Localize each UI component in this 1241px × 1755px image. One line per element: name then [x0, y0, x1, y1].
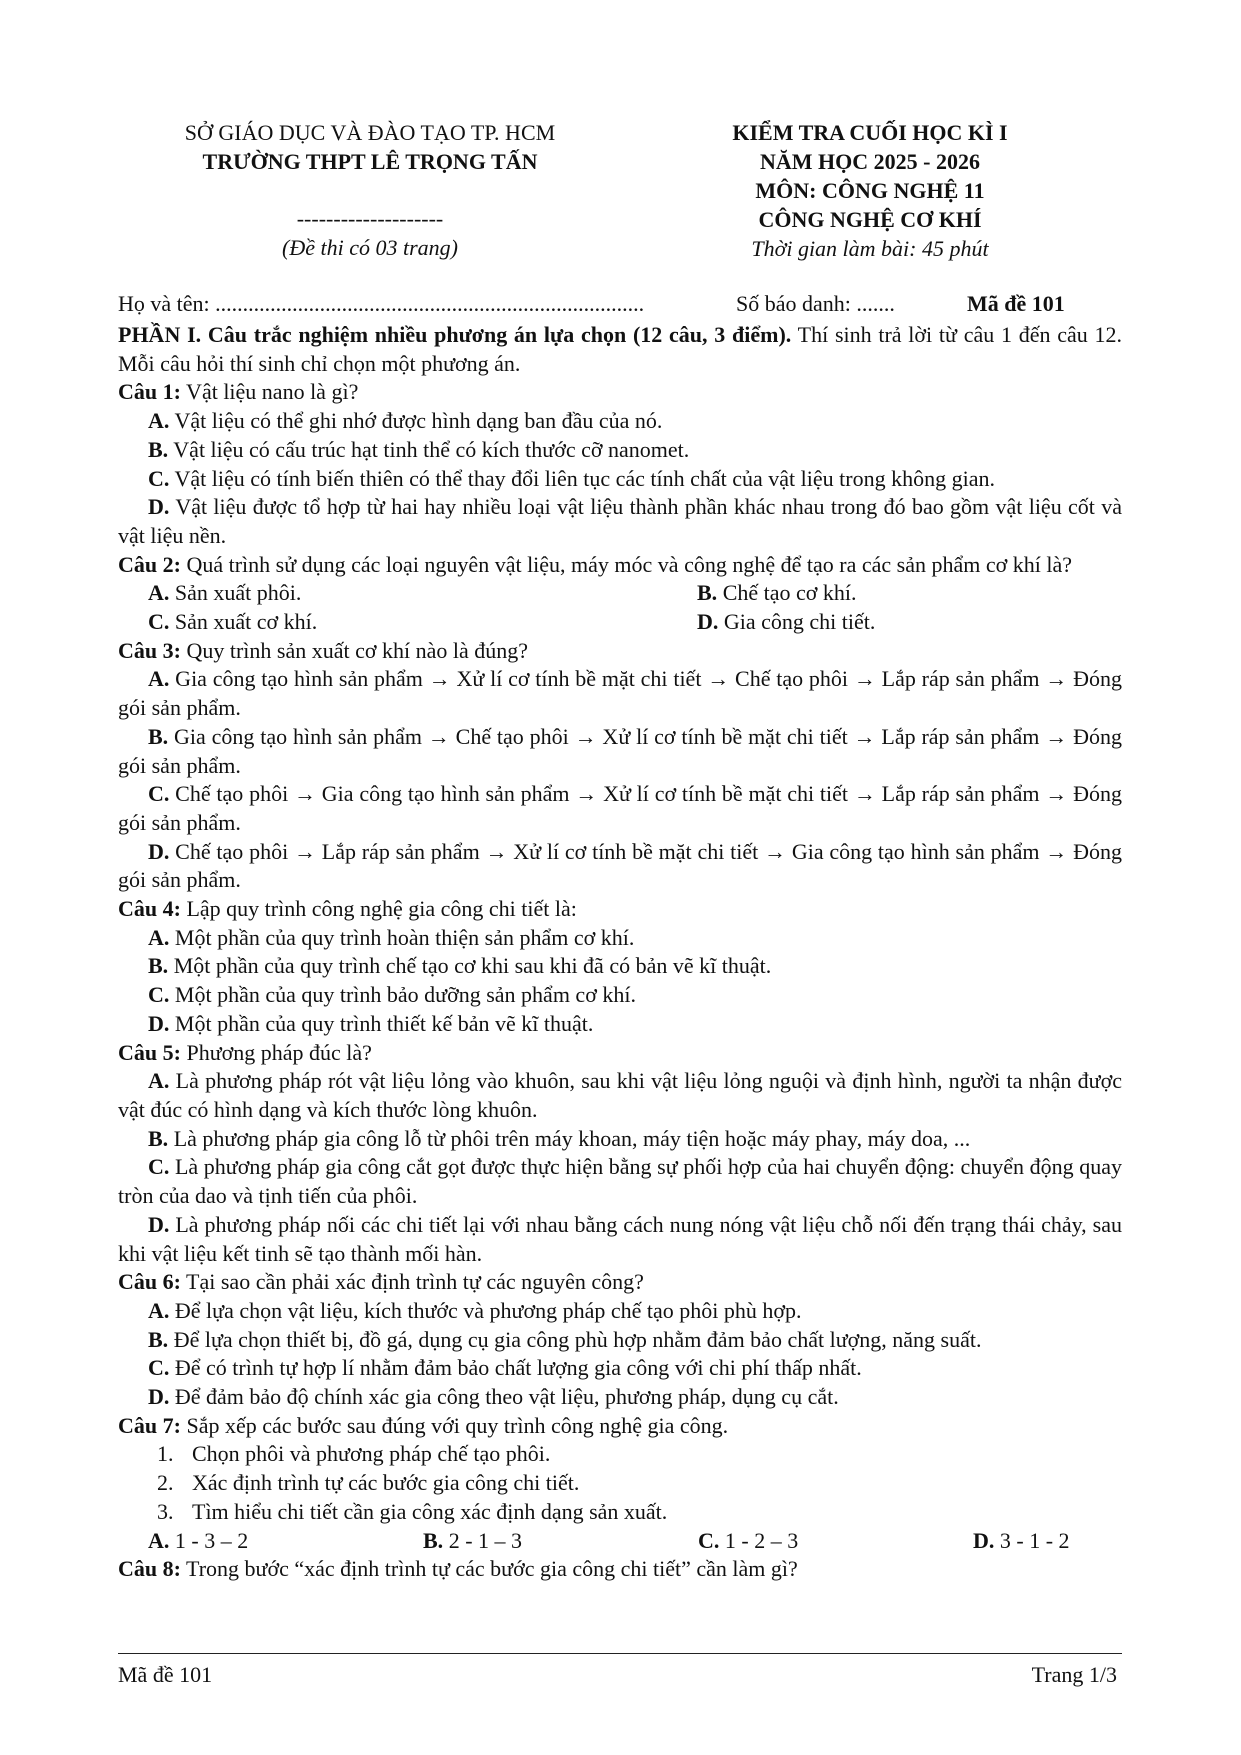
- option-text: Chế tạo phôi → Lắp ráp sản phẩm → Xử lí cơ tính bề mặt chi tiết → Gia công tạo hình sản phẩm → Đóng gói sản phẩm.: [118, 838, 1122, 893]
- part-title: PHẦN I. Câu trắc nghiệm nhiều phương án lựa chọn (12 câu, 3 điểm).: [118, 322, 792, 347]
- option-key: D.: [148, 1010, 170, 1036]
- option-text: 3 - 1 - 2: [994, 1527, 1070, 1553]
- track: CÔNG NGHỆ CƠ KHÍ: [758, 207, 982, 232]
- question-label: Câu 8:: [118, 1556, 181, 1582]
- subject: MÔN: CÔNG NGHỆ 11: [755, 178, 985, 203]
- option-7b[interactable]: [423, 1527, 698, 1556]
- step-number: 3.: [157, 1498, 174, 1524]
- option-text: Vật liệu có tính biến thiên có thể thay đổi liên tục các tính chất của vật liệu trong không gian.: [169, 465, 995, 491]
- option-key: C.: [148, 609, 170, 635]
- header-right: [660, 118, 1080, 263]
- option-text: Để có trình tự hợp lí nhằm đảm bảo chất lượng gia công với chi phí thấp nhất.: [169, 1355, 862, 1381]
- option-key: A.: [148, 924, 170, 950]
- option-4c[interactable]: [118, 981, 1122, 1010]
- option-6a[interactable]: [118, 1297, 1122, 1326]
- footer-exam-code: Mã đề 101: [118, 1662, 213, 1687]
- option-key: C.: [698, 1527, 720, 1553]
- option-3b[interactable]: [118, 723, 1122, 780]
- student-info-row: [118, 290, 1118, 318]
- department-name: SỞ GIÁO DỤC VÀ ĐÀO TẠO TP. HCM: [184, 120, 556, 145]
- option-key: D.: [148, 838, 170, 864]
- exam-code: Mã đề 101: [967, 291, 1065, 316]
- option-key: A.: [148, 1297, 170, 1323]
- option-key: C.: [148, 781, 170, 807]
- option-text: Vật liệu được tổ hợp từ hai hay nhiều loại vật liệu thành phần khác nhau trong đó bao gồm vật liệu cốt và vật liệu nền.: [118, 494, 1122, 548]
- option-text: 1 - 3 – 2: [169, 1527, 249, 1553]
- option-key: A.: [148, 1527, 170, 1553]
- option-4a[interactable]: [118, 924, 1122, 953]
- option-1a[interactable]: [118, 407, 1122, 436]
- step-number: 1.: [157, 1441, 174, 1467]
- question-4: [118, 895, 1122, 924]
- option-6d[interactable]: [118, 1383, 1122, 1412]
- option-text: Một phần của quy trình hoàn thiện sản phẩm cơ khí.: [169, 924, 635, 950]
- question-text: Tại sao cần phải xác định trình tự các nguyên công?: [180, 1269, 644, 1295]
- question-text: Sắp xếp các bước sau đúng với quy trình công nghệ gia công.: [180, 1412, 729, 1438]
- option-6c[interactable]: [118, 1354, 1122, 1383]
- option-key: C.: [148, 982, 170, 1008]
- option-key: D.: [148, 494, 170, 520]
- option-text: 2 - 1 – 3: [443, 1527, 523, 1553]
- option-text: Là phương pháp rót vật liệu lỏng vào khuôn, sau khi vật liệu lỏng nguội và định hình, người ta nhận được vật đúc có hình dạng và kích thước lòng khuôn.: [118, 1068, 1122, 1122]
- option-text: 1 - 2 – 3: [719, 1527, 799, 1553]
- option-1c[interactable]: [118, 465, 1122, 494]
- option-5c[interactable]: [118, 1153, 1122, 1210]
- question-label: Câu 4:: [118, 896, 181, 922]
- options-7-row: [118, 1527, 1122, 1556]
- option-1d[interactable]: [118, 493, 1122, 550]
- footer-divider: [118, 1653, 1122, 1654]
- option-key: D.: [148, 1211, 170, 1237]
- question-text: Phương pháp đúc là?: [180, 1039, 372, 1065]
- option-key: C.: [148, 1355, 170, 1381]
- question-text: Lập quy trình công nghệ gia công chi tiết là:: [180, 896, 577, 922]
- option-text: Để lựa chọn thiết bị, đồ gá, dụng cụ gia công phù hợp nhằm đảm bảo chất lượng, năng suất.: [168, 1326, 982, 1352]
- question-text: Quá trình sử dụng các loại nguyên vật liệu, máy móc và công nghệ để tạo ra các sản phẩm cơ khí là?: [180, 551, 1072, 577]
- option-5a[interactable]: [118, 1067, 1122, 1124]
- step-2: [118, 1469, 1122, 1498]
- candidate-number-field[interactable]: Số báo danh: .......: [736, 291, 895, 316]
- question-label: Câu 2:: [118, 551, 181, 577]
- option-key: B.: [148, 436, 169, 462]
- header-separator: --------------------: [296, 206, 444, 231]
- exam-title: KIỂM TRA CUỐI HỌC KÌ I: [732, 120, 1008, 145]
- question-text: Quy trình sản xuất cơ khí nào là đúng?: [180, 637, 529, 663]
- step-1: [118, 1440, 1122, 1469]
- option-key: B.: [148, 1326, 169, 1352]
- option-text: Một phần của quy trình bảo dưỡng sản phẩm cơ khí.: [169, 982, 636, 1008]
- option-text: Là phương pháp gia công lỗ từ phôi trên máy khoan, máy tiện hoặc máy phay, máy doa, ...: [168, 1125, 971, 1151]
- option-text: Một phần của quy trình chế tạo cơ khi sau khi đã có bản vẽ kĩ thuật.: [168, 953, 772, 979]
- option-text: Sản xuất cơ khí.: [169, 609, 318, 635]
- question-label: Câu 6:: [118, 1269, 181, 1295]
- question-2: [118, 551, 1122, 580]
- options-2-row-2: [118, 608, 1122, 637]
- step-text: Chọn phôi và phương pháp chế tạo phôi.: [192, 1441, 551, 1467]
- option-key: B.: [148, 723, 169, 749]
- option-2a[interactable]: [148, 579, 697, 608]
- option-text: Là phương pháp gia công cắt gọt được thực hiện bằng sự phối hợp của hai chuyển động: chuyển động quay tròn của dao và tịnh tiến của phôi.: [118, 1154, 1122, 1209]
- question-label: Câu 7:: [118, 1412, 181, 1438]
- options-2-row-1: [118, 579, 1122, 608]
- question-1: [118, 378, 1122, 407]
- option-key: B.: [148, 953, 169, 979]
- question-text: Trong bước “xác định trình tự các bước gia công chi tiết” cần làm gì?: [180, 1556, 798, 1582]
- option-key: D.: [697, 609, 719, 635]
- option-3c[interactable]: [118, 780, 1122, 837]
- option-3d[interactable]: [118, 838, 1122, 895]
- option-text: Gia công tạo hình sản phẩm → Xử lí cơ tính bề mặt chi tiết → Chế tạo phôi → Lắp ráp sản phẩm → Đóng gói sản phẩm.: [118, 666, 1122, 721]
- step-3: [118, 1498, 1122, 1527]
- option-7d[interactable]: [973, 1527, 1070, 1556]
- time-limit: Thời gian làm bài: 45 phút: [751, 236, 989, 261]
- option-text: Một phần của quy trình thiết kế bản vẽ kĩ thuật.: [169, 1010, 594, 1036]
- option-6b[interactable]: [118, 1326, 1122, 1355]
- question-3: [118, 637, 1122, 666]
- option-key: C.: [148, 465, 170, 491]
- option-7a[interactable]: [148, 1527, 423, 1556]
- option-text: Chế tạo phôi → Gia công tạo hình sản phẩm → Xử lí cơ tính bề mặt chi tiết → Lắp ráp sản phẩm → Đóng gói sản phẩm.: [118, 781, 1122, 835]
- option-key: B.: [423, 1527, 444, 1553]
- pages-note: (Đề thi có 03 trang): [282, 235, 458, 260]
- option-text: Vật liệu có cấu trúc hạt tinh thể có kích thước cỡ nanomet.: [168, 436, 690, 462]
- option-key: A.: [148, 580, 170, 606]
- question-label: Câu 3:: [118, 637, 181, 663]
- footer-page-number: Trang 1/3: [1031, 1662, 1117, 1687]
- school-name: TRƯỜNG THPT LÊ TRỌNG TẤN: [202, 149, 538, 174]
- option-4d[interactable]: [118, 1010, 1122, 1039]
- option-text: Là phương pháp nối các chi tiết lại với nhau bằng cách nung nóng vật liệu chỗ nối đến trạng thái chảy, sau khi vật liệu kết tinh sẽ tạo thành mối hàn.: [118, 1211, 1122, 1266]
- option-key: D.: [148, 1384, 170, 1410]
- question-text: Vật liệu nano là gì?: [180, 379, 359, 405]
- part-instruction: Thí sinh trả lời từ câu 1 đến câu 12. Mỗi câu hỏi thí sinh chỉ chọn một phương án.: [118, 322, 1123, 376]
- header-left: [130, 118, 610, 262]
- question-label: Câu 5:: [118, 1039, 181, 1065]
- option-3a[interactable]: [118, 665, 1122, 722]
- question-label: Câu 1:: [118, 379, 181, 405]
- question-8: [118, 1555, 1122, 1584]
- part-heading: [118, 321, 1122, 378]
- option-text: Chế tạo cơ khí.: [717, 580, 857, 606]
- option-key: D.: [973, 1527, 995, 1553]
- school-year: NĂM HỌC 2025 - 2026: [760, 149, 980, 174]
- option-text: Vật liệu có thể ghi nhớ được hình dạng ban đầu của nó.: [169, 408, 663, 434]
- option-5b[interactable]: [118, 1125, 1122, 1154]
- option-key: B.: [697, 580, 718, 606]
- option-key: A.: [148, 666, 170, 692]
- option-text: Sản xuất phôi.: [169, 580, 302, 606]
- option-2c[interactable]: [148, 608, 697, 637]
- option-key: C.: [148, 1154, 170, 1180]
- step-number: 2.: [157, 1470, 174, 1496]
- exam-content: [118, 321, 1122, 1584]
- option-text: Để đảm bảo độ chính xác gia công theo vật liệu, phương pháp, dụng cụ cắt.: [169, 1384, 839, 1410]
- step-text: Tìm hiểu chi tiết cần gia công xác định dạng sản xuất.: [192, 1498, 668, 1524]
- question-5: [118, 1039, 1122, 1068]
- question-6: [118, 1268, 1122, 1297]
- option-text: Để lựa chọn vật liệu, kích thước và phương pháp chế tạo phôi phù hợp.: [169, 1297, 802, 1323]
- option-5d[interactable]: [118, 1211, 1122, 1268]
- option-4b[interactable]: [118, 952, 1122, 981]
- option-key: A.: [148, 1068, 170, 1094]
- option-1b[interactable]: [118, 436, 1122, 465]
- question-7: [118, 1412, 1122, 1441]
- option-key: B.: [148, 1125, 169, 1151]
- option-text: Gia công tạo hình sản phẩm → Chế tạo phôi → Xử lí cơ tính bề mặt chi tiết → Lắp ráp sản phẩm → Đóng gói sản phẩm.: [118, 723, 1122, 778]
- step-text: Xác định trình tự các bước gia công chi tiết.: [192, 1470, 580, 1496]
- student-name-field[interactable]: Họ và tên: ..............................................................................: [118, 291, 645, 316]
- option-2b[interactable]: [697, 579, 857, 608]
- option-key: A.: [148, 408, 170, 434]
- option-7c[interactable]: [698, 1527, 973, 1556]
- option-text: Gia công chi tiết.: [718, 609, 876, 635]
- option-2d[interactable]: [697, 608, 875, 637]
